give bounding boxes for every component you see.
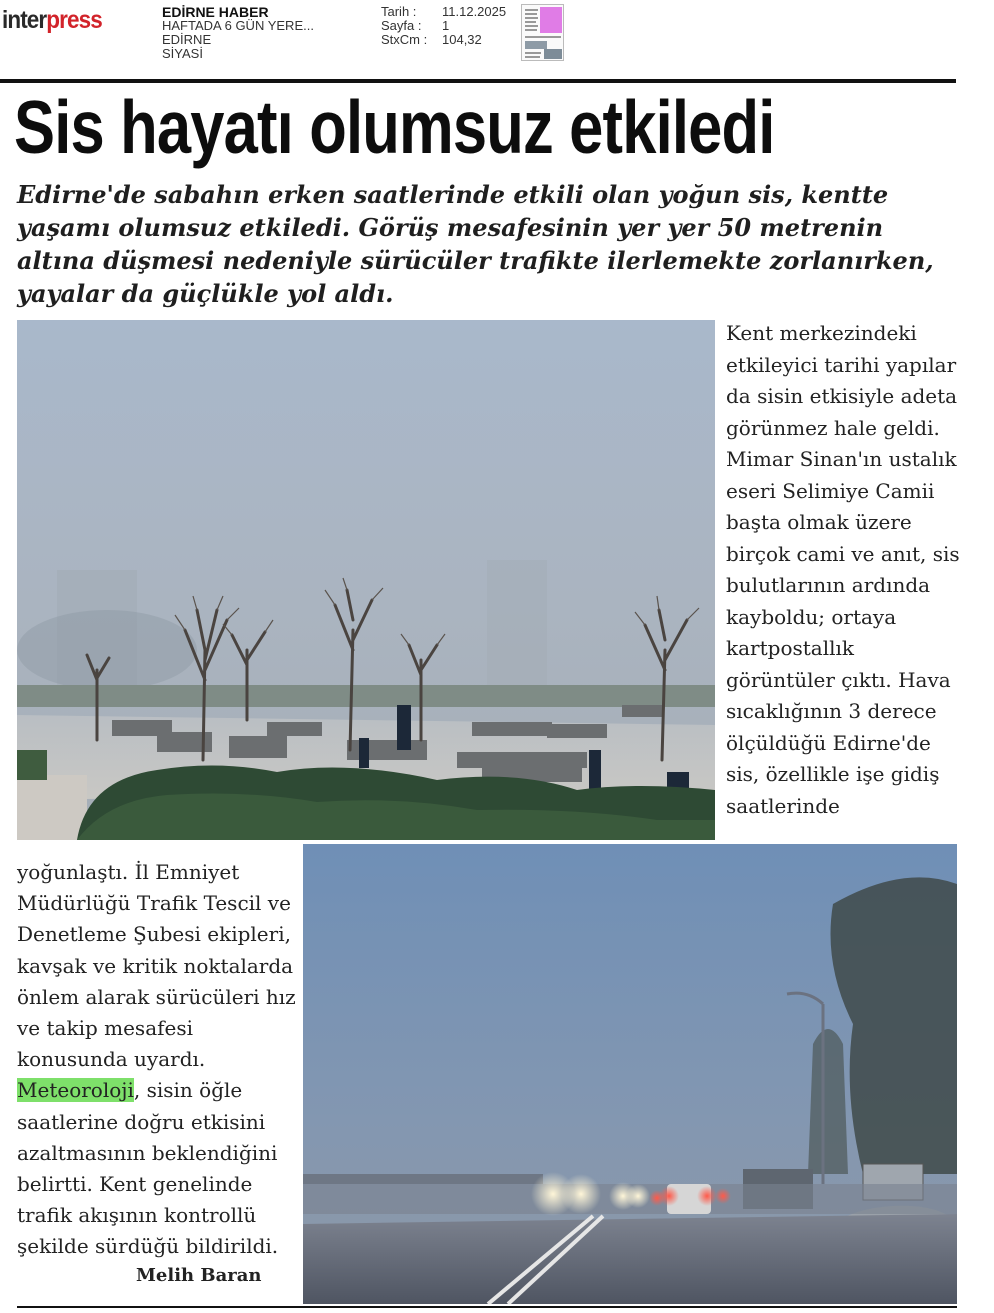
article-body-left-column: [17, 857, 302, 1263]
publication-name: EDİRNE HABER: [162, 4, 269, 20]
article-byline: Melih Baran: [136, 1265, 262, 1286]
interpress-logo: interpress: [2, 6, 102, 34]
publication-info: [162, 5, 314, 61]
publication-frequency: HAFTADA 6 GÜN YERE...: [162, 18, 314, 33]
foggy-road-photo: [303, 844, 957, 1304]
article-lead: Edirne'de sabahın erken saatlerinde etkili olan yoğun sis, kentte yaşamı olumsuz etkiledi. Görüş mesafesinin yer yer 50 metrenin altına düşmesi nedeniyle sürücüler trafikte ilerlemekte zorlanırken, yayalar da güçlükle yol aldı.: [17, 180, 934, 308]
article-headline: Sis hayatı olumsuz etkiledi: [14, 85, 775, 169]
footer-rule: [17, 1306, 957, 1308]
stxcm-value: 104,32: [442, 32, 482, 47]
clipping-header: [0, 0, 994, 80]
article-body-right-column: Kent merkezindeki etkileyici tarihi yapılar da sisin etkisiyle adeta görünmez hale geldi. Mimar Sinan'ın ustalık eseri Selimiye Camii başta olmak üzere birçok cami ve anıt, sis bulutlarının ardında kayboldu; ortaya kartpostallık görüntüler çıktı. Hava sıcaklığının 3 derece ölçüldüğü Edirne'de sis, özellikle işe gidiş saatlerinde: [726, 321, 960, 818]
date-label: Tarih :: [381, 4, 417, 19]
date-value: 11.12.2025: [442, 4, 507, 19]
highlighted-keyword: Meteoroloji: [17, 1078, 134, 1103]
header-rule: [0, 79, 956, 83]
page-value: 1: [442, 18, 450, 33]
page-thumbnail[interactable]: [521, 4, 564, 61]
stxcm-label: StxCm :: [381, 32, 428, 47]
body-left-part2: , sisin öğle saatlerine doğru etkisini azaltmasının beklendiğini belirtti. Kent genelinde trafik akışının kontrollü şekilde sürdüğü bildirildi.: [17, 1078, 279, 1259]
publication-city: EDİRNE: [162, 32, 212, 47]
page-label: Sayfa :: [381, 18, 422, 33]
clipping-meta: [381, 5, 506, 47]
foggy-park-photo: [17, 320, 715, 840]
publication-category: SİYASİ: [162, 46, 203, 61]
body-left-part1: yoğunlaştı. İl Emniyet Müdürlüğü Trafik Tescil ve Denetleme Şubesi ekipleri, kavşak ve kritik noktalarda önlem alarak sürücüleri hız ve takip mesafesi konusunda uyardı.: [17, 860, 296, 1072]
